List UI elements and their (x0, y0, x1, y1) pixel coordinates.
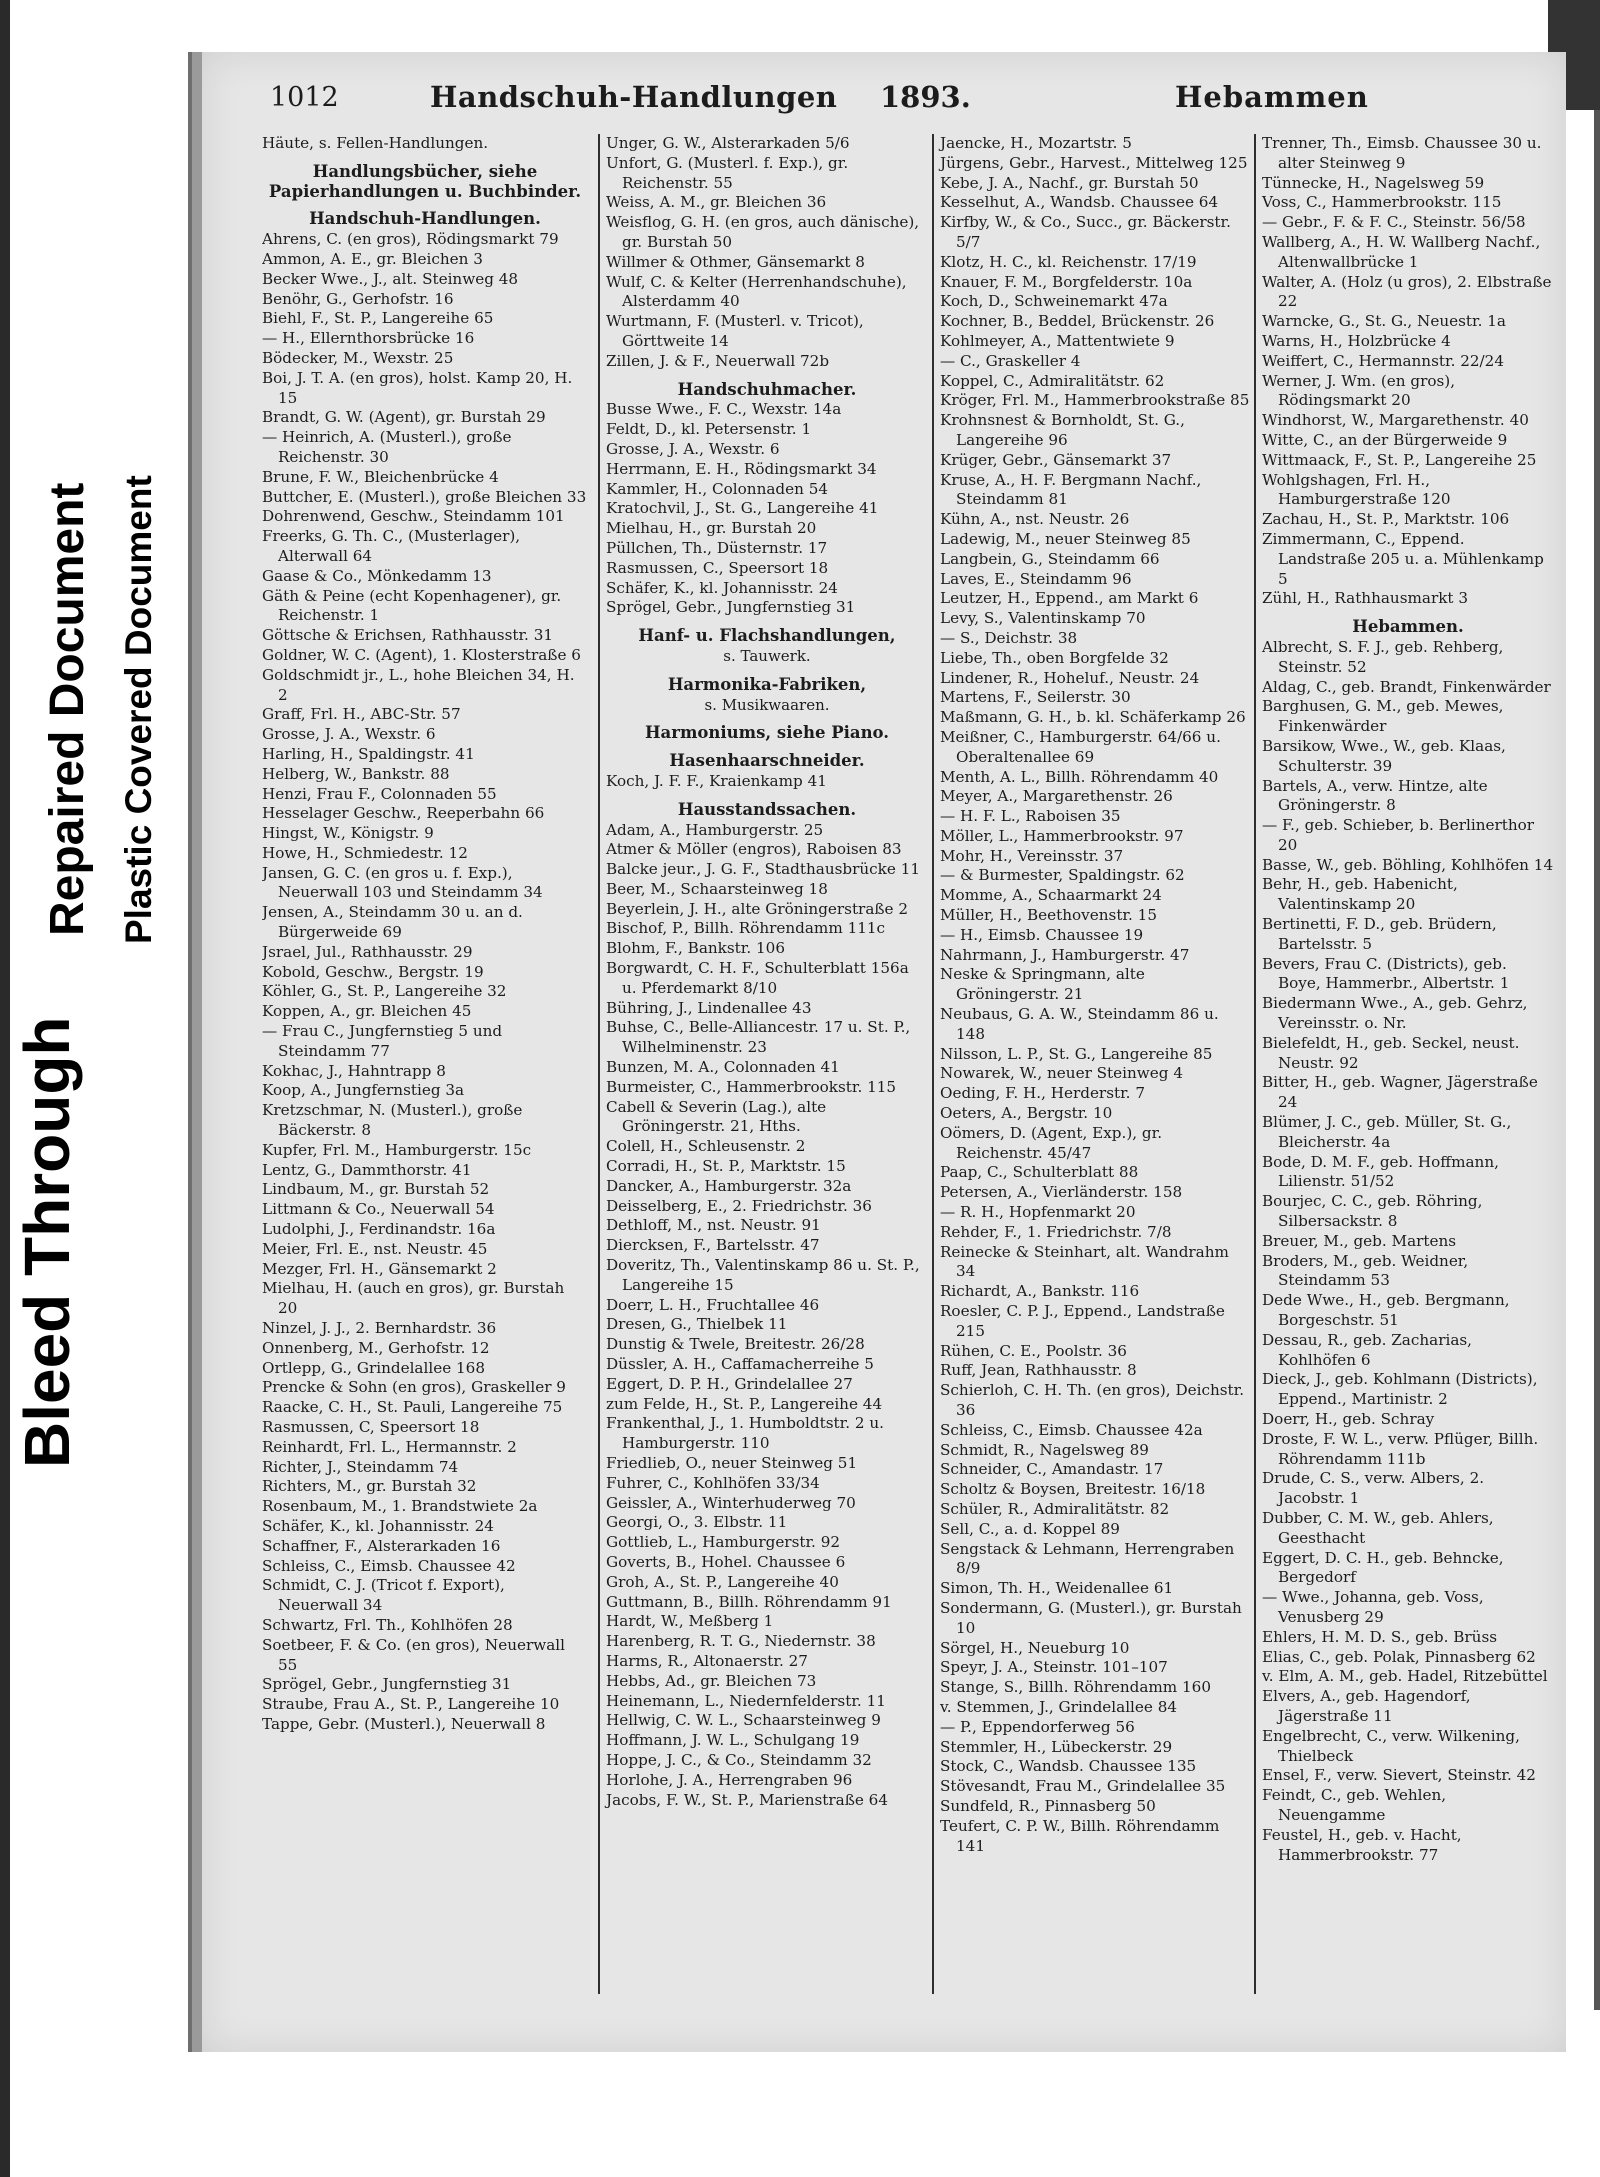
directory-entry: Eggert, D. C. H., geb. Behncke, Bergedorf (1262, 1548, 1504, 1587)
directory-entry: Lindener, R., Hoheluf., Neustr. 24 (940, 668, 1200, 687)
directory-entry: Freerks, G. Th. C., (Musterlager), Alterwall 64 (262, 527, 521, 565)
directory-entry: Aldag, C., geb. Brandt, Finkenwärder (1262, 677, 1551, 696)
directory-entry: Bartels, A., verw. Hintze, alte Gröningerstr. 8 (1262, 776, 1488, 815)
directory-entry: v. Elm, A. M., geb. Hadel, Ritzebüttel (1262, 1667, 1548, 1686)
directory-entry: Georgi, O., 3. Elbstr. 11 (606, 1513, 788, 1532)
directory-entry: — Gebr., F. & F. C., Steinstr. 56/58 (1262, 213, 1526, 232)
directory-entry: Werner, J. Wm. (en gros), Rödingsmarkt 20 (1262, 371, 1456, 410)
directory-entry: — F., geb. Schieber, b. Berlinerthor 20 (1262, 816, 1535, 854)
directory-entry: Jacobs, F. W., St. P., Marienstraße 64 (606, 1790, 889, 1809)
directory-entry: Momme, A., Schaarmarkt 24 (940, 886, 1162, 905)
directory-entry: Henzi, Frau F., Colonnaden 55 (262, 784, 497, 803)
section-heading: Hebammen. (1352, 617, 1464, 637)
directory-entry: — S., Deichstr. 38 (940, 628, 1078, 647)
directory-entry: Nowarek, W., neuer Steinweg 4 (940, 1064, 1183, 1083)
directory-entry: Müller, H., Beethovenstr. 15 (940, 906, 1157, 925)
directory-entry: Ludolphi, J., Ferdinandstr. 16a (262, 1220, 496, 1239)
section-heading: Hasenhaarschneider. (669, 751, 865, 771)
directory-entry: — Heinrich, A. (Musterl.), große Reichenstr. 30 (262, 428, 512, 466)
directory-entry: Albrecht, S. F. J., geb. Rehberg, Steinstr. 52 (1262, 637, 1504, 676)
directory-entry: Hardt, W., Meßberg 1 (606, 1612, 774, 1631)
directory-entry: Mielhau, H., gr. Burstah 20 (606, 519, 817, 538)
directory-entry: Horlohe, J. A., Herrengraben 96 (606, 1770, 853, 1789)
directory-entry: Burmeister, C., Hammerbrookstr. 115 (606, 1077, 897, 1096)
directory-entry: Beer, M., Schaarsteinweg 18 (606, 879, 828, 898)
directory-entry: Biehl, F., St. P., Langereihe 65 (262, 309, 494, 328)
directory-entry: Biedermann Wwe., A., geb. Gehrz, Vereinsstr. o. Nr. (1262, 994, 1528, 1033)
directory-entry: Wulf, C. & Kelter (Herrenhandschuhe), Alsterdamm 40 (606, 272, 907, 311)
section-heading: Harmoniums, siehe Piano. (644, 723, 890, 743)
directory-entry: Buttcher, E. (Musterl.), große Bleichen 33 (262, 487, 587, 506)
directory-entry: — & Burmester, Spaldingstr. 62 (940, 866, 1185, 885)
directory-entry: Schmidt, R., Nagelsweg 89 (940, 1440, 1149, 1459)
directory-entry: Scholtz & Boysen, Breitestr. 16/18 (940, 1480, 1206, 1499)
directory-entry: Teufert, C. P. W., Billh. Röhrendamm 141 (940, 1816, 1220, 1855)
directory-entry: Kammler, H., Colonnaden 54 (606, 479, 829, 498)
directory-entry: Doerr, L. H., Fruchtallee 46 (606, 1295, 820, 1314)
directory-entry: Meier, Frl. E., nst. Neustr. 45 (262, 1239, 488, 1258)
directory-entry: Sprögel, Gebr., Jungfernstieg 31 (606, 598, 856, 617)
directory-entry: Koch, J. F. F., Kraienkamp 41 (606, 771, 827, 790)
directory-entry: Soetbeer, F. & Co. (en gros), Neuerwall 55 (262, 1635, 566, 1674)
directory-entry: — H., Eimsb. Chaussee 19 (940, 925, 1144, 944)
directory-entry: Petersen, A., Vierländerstr. 158 (940, 1183, 1183, 1202)
directory-entry: Buhse, C., Belle-Alliancestr. 17 u. St. P., Wilhelminenstr. 23 (606, 1018, 911, 1057)
directory-entry: Leutzer, H., Eppend., am Markt 6 (940, 589, 1199, 608)
directory-entry: Neske & Springmann, alte Gröningerstr. 21 (940, 965, 1145, 1004)
directory-entry: Kesselhut, A., Wandsb. Chaussee 64 (940, 193, 1219, 212)
directory-entry: Zachau, H., St. P., Marktstr. 106 (1262, 510, 1510, 529)
directory-entry: Dethloff, M., nst. Neustr. 91 (606, 1216, 821, 1235)
directory-entry: Nahrmann, J., Hamburgerstr. 47 (940, 945, 1190, 964)
directory-entry: — R. H., Hopfenmarkt 20 (940, 1203, 1136, 1222)
directory-entry: Wurtmann, F. (Musterl. v. Tricot), Görttweite 14 (606, 312, 864, 350)
directory-entry: Ahrens, C. (en gros), Rödingsmarkt 79 (262, 230, 559, 249)
directory-entry: Sörgel, H., Neueburg 10 (940, 1638, 1130, 1657)
section-heading: Hausstandssachen. (677, 799, 857, 819)
directory-entry: Unger, G. W., Alsterarkaden 5/6 (606, 134, 850, 152)
directory-entry: Hesselager Geschw., Reeperbahn 66 (262, 804, 545, 823)
scanner-edge (0, 0, 10, 2177)
directory-entry: Ortlepp, G., Grindelallee 168 (262, 1358, 485, 1377)
directory-entry: Krüger, Gebr., Gänsemarkt 37 (940, 450, 1172, 469)
directory-entry: Dohrenwend, Geschw., Steindamm 101 (262, 507, 565, 526)
directory-entry: Martens, F., Seilerstr. 30 (940, 688, 1131, 707)
section-cross-reference: s. Tauwerk. (723, 646, 811, 665)
directory-entry: Koop, A., Jungfernstieg 3a (262, 1081, 465, 1100)
year-label: 1893. (880, 80, 971, 114)
directory-entry: Dancker, A., Hamburgerstr. 32a (606, 1176, 852, 1195)
directory-entry: Wohlgshagen, Frl. H., Hamburgerstraße 120 (1262, 470, 1451, 509)
directory-entry: Zühl, H., Rathhausmarkt 3 (1262, 589, 1469, 608)
directory-entry: Gaase & Co., Mönkedamm 13 (262, 566, 492, 585)
directory-entry: Mielhau, H. (auch en gros), gr. Burstah 20 (262, 1279, 565, 1318)
directory-entry: Kokhac, J., Hahntrapp 8 (262, 1061, 446, 1080)
directory-entry: Schüler, R., Admiralitätstr. 82 (940, 1499, 1170, 1518)
directory-entry: Stange, S., Billh. Röhrendamm 160 (940, 1678, 1212, 1697)
directory-entry: Tünnecke, H., Nagelsweg 59 (1262, 173, 1485, 192)
directory-entry: Bertinetti, F. D., geb. Brüdern, Bartelsstr. 5 (1262, 915, 1497, 953)
directory-entry: Bischof, P., Billh. Röhrendamm 111c (606, 919, 886, 938)
directory-entry: Feindt, C., geb. Wehlen, Neuengamme (1262, 1786, 1447, 1824)
directory-entry: Mohr, H., Vereinsstr. 37 (940, 846, 1124, 865)
directory-entry: Howe, H., Schmiedestr. 12 (262, 843, 468, 862)
directory-entry: Geissler, A., Winterhuderweg 70 (606, 1493, 856, 1512)
directory-entry: Schwartz, Frl. Th., Kohlhöfen 28 (262, 1615, 513, 1634)
directory-entry: Göttsche & Erichsen, Rathhausstr. 31 (262, 626, 554, 645)
section-heading: Handschuhmacher. (677, 379, 857, 399)
directory-entry: Schaffner, F., Alsterarkaden 16 (262, 1536, 501, 1555)
directory-entry: Schierloh, C. H. Th. (en gros), Deichstr. 36 (940, 1381, 1245, 1419)
directory-entry: Koppel, C., Admiralitätstr. 62 (940, 371, 1165, 390)
directory-entry: Drude, C. S., verw. Albers, 2. Jacobstr. 1 (1262, 1469, 1485, 1508)
directory-entry: Schleiss, C., Eimsb. Chaussee 42a (940, 1420, 1203, 1439)
directory-entry: Feustel, H., geb. v. Hacht, Hammerbrookstr. 77 (1262, 1825, 1462, 1864)
directory-entry: Mezger, Frl. H., Gänsemarkt 2 (262, 1259, 497, 1278)
directory-entry: Weiss, A. M., gr. Bleichen 36 (606, 193, 827, 212)
directory-entry: Broders, M., geb. Weidner, Steindamm 53 (1262, 1251, 1469, 1290)
directory-entry: Atmer & Möller (engros), Raboisen 83 (606, 840, 902, 859)
directory-entry: Ammon, A. E., gr. Bleichen 3 (262, 249, 483, 268)
directory-entry: Rasmussen, C., Speersort 18 (606, 558, 829, 577)
directory-entry: Trenner, Th., Eimsb. Chaussee 30 u. alter Steinweg 9 (1262, 134, 1542, 172)
directory-entry: Speyr, J. A., Steinstr. 101–107 (940, 1658, 1168, 1677)
directory-entry: Kröger, Frl. M., Hammerbrookstraße 85 (940, 391, 1250, 410)
directory-entry: Benöhr, G., Gerhofstr. 16 (262, 289, 454, 308)
section-heading: Hanf- u. Flachshandlungen, (638, 626, 896, 646)
directory-entry: Raacke, C. H., St. Pauli, Langereihe 75 (262, 1398, 563, 1417)
directory-entry: — H., Ellernthorsbrücke 16 (262, 329, 475, 348)
directory-entry: Klotz, H. C., kl. Reichenstr. 17/19 (940, 252, 1197, 271)
directory-entry: Hoppe, J. C., & Co., Steindamm 32 (606, 1750, 872, 1769)
directory-entry: Dunstig & Twele, Breitestr. 26/28 (606, 1335, 865, 1354)
directory-entry: Breuer, M., geb. Martens (1262, 1231, 1457, 1250)
directory-entry: Häute, s. Fellen-Handlungen. (262, 134, 489, 152)
section-heading: Harmonika-Fabriken, (667, 674, 867, 694)
directory-columns (262, 134, 1554, 2014)
directory-entry: Hebbs, Ad., gr. Bleichen 73 (606, 1671, 817, 1690)
directory-entry: Düssler, A. H., Caffamacherreihe 5 (606, 1355, 874, 1374)
left-running-title: Handschuh-Handlungen (430, 80, 838, 114)
directory-entry: Elias, C., geb. Polak, Pinnasberg 62 (1262, 1647, 1536, 1666)
directory-entry: Liebe, Th., oben Borgfelde 32 (940, 648, 1169, 667)
directory-entry: Jsrael, Jul., Rathhausstr. 29 (262, 942, 473, 961)
directory-entry: Ninzel, J. J., 2. Bernhardstr. 36 (262, 1319, 497, 1338)
directory-entry: Harling, H., Spaldingstr. 41 (262, 744, 475, 763)
directory-entry: Menth, A. L., Billh. Röhrendamm 40 (940, 767, 1219, 786)
directory-entry: Kruse, A., H. F. Bergmann Nachf., Steindamm 81 (940, 470, 1202, 509)
directory-entry: Maßmann, G. H., b. kl. Schäferkamp 26 (940, 708, 1246, 727)
directory-entry: Bödecker, M., Wexstr. 25 (262, 348, 454, 367)
directory-entry: Krohnsnest & Bornholdt, St. G., Langereihe 96 (940, 411, 1185, 449)
directory-entry: Bitter, H., geb. Wagner, Jägerstraße 24 (1262, 1073, 1538, 1112)
directory-entry: Kirfby, W., & Co., Succ., gr. Bäckerstr. 5/7 (940, 213, 1231, 251)
directory-entry: Wittmaack, F., St. P., Langereihe 25 (1262, 450, 1537, 469)
directory-entry: Reinhardt, Frl. L., Hermannstr. 2 (262, 1437, 517, 1456)
page-number: 1012 (270, 82, 339, 113)
directory-entry: Busse Wwe., F. C., Wexstr. 14a (606, 400, 842, 419)
directory-entry: Lentz, G., Dammthorstr. 41 (262, 1160, 472, 1179)
directory-entry: — P., Eppendorferweg 56 (940, 1717, 1135, 1736)
directory-entry: Oeters, A., Bergstr. 10 (940, 1104, 1113, 1123)
directory-entry: Dede Wwe., H., geb. Bergmann, Borgeschstr. 51 (1262, 1291, 1510, 1330)
directory-entry: Reinecke & Steinhart, alt. Wandrahm 34 (940, 1242, 1229, 1281)
directory-entry: Neubaus, G. A. W., Steindamm 86 u. 148 (940, 1005, 1219, 1043)
directory-entry: Bode, D. M. F., geb. Hoffmann, Lilienstr. 51/52 (1262, 1152, 1499, 1191)
directory-entry: Weisflog, G. H. (en gros, auch dänische), gr. Burstah 50 (606, 213, 920, 251)
directory-entry: Barsikow, Wwe., W., geb. Klaas, Schulterstr. 39 (1262, 736, 1506, 775)
directory-entry: Lindbaum, M., gr. Burstah 52 (262, 1180, 490, 1199)
directory-entry: Langbein, G., Steindamm 66 (940, 549, 1160, 568)
directory-entry: Onnenberg, M., Gerhofstr. 12 (262, 1338, 490, 1357)
directory-entry: Richardt, A., Bankstr. 116 (940, 1282, 1140, 1301)
running-head (270, 74, 1530, 118)
directory-entry: Weiffert, C., Hermannstr. 22/24 (1262, 351, 1504, 370)
directory-entry: Bevers, Frau C. (Districts), geb. Boye, Hammerbr., Albertstr. 1 (1262, 954, 1510, 993)
scan-right-edge (1594, 110, 1600, 2010)
directory-entry: Kühn, A., nst. Neustr. 26 (940, 510, 1130, 529)
directory-entry: Balcke jeur., J. G. F., Stadthausbrücke 11 (606, 860, 921, 879)
directory-entry: Prencke & Sohn (en gros), Graskeller 9 (262, 1378, 566, 1397)
directory-entry: Jansen, G. C. (en gros u. f. Exp.), Neuerwall 103 und Steindamm 34 (262, 863, 543, 902)
directory-entry: Brune, F. W., Bleichenbrücke 4 (262, 467, 499, 486)
directory-entry: Warns, H., Holzbrücke 4 (1262, 331, 1451, 350)
right-running-title: Hebammen (1175, 80, 1369, 114)
directory-entry: Warncke, G., St. G., Neuestr. 1a (1262, 312, 1506, 331)
bleed-through-label: Bleed Through (11, 1016, 83, 1468)
directory-entry: Ruff, Jean, Rathhausstr. 8 (940, 1361, 1137, 1380)
repaired-document-label: Repaired Document (41, 482, 94, 936)
directory-entry: Behr, H., geb. Habenicht, Valentinskamp 20 (1262, 875, 1458, 914)
directory-entry: Bourjec, C. C., geb. Röhring, Silbersackstr. 8 (1262, 1192, 1483, 1231)
directory-entry: Eggert, D. P. H., Grindelallee 27 (606, 1374, 853, 1393)
directory-entry: Dubber, C. M. W., geb. Ahlers, Geesthacht (1262, 1508, 1494, 1547)
section-heading: Handlungsbücher, siehe Papierhandlungen u. Buchbinder. (268, 161, 582, 201)
directory-entry: Möller, L., Hammerbrookstr. 97 (940, 826, 1184, 845)
directory-entry: Littmann & Co., Neuerwall 54 (262, 1200, 495, 1219)
directory-entry: v. Stemmen, J., Grindelallee 84 (940, 1697, 1178, 1716)
directory-entry: Sprögel, Gebr., Jungfernstieg 31 (262, 1675, 512, 1694)
directory-entry: Guttmann, B., Billh. Röhrendamm 91 (606, 1592, 892, 1611)
directory-entry: Rühen, C. E., Poolstr. 36 (940, 1341, 1127, 1360)
column-3 (932, 134, 1250, 1994)
directory-entry: Unfort, G. (Musterl. f. Exp.), gr. Reichenstr. 55 (606, 153, 849, 192)
directory-entry: Ensel, F., verw. Sievert, Steinstr. 42 (1262, 1766, 1536, 1785)
directory-entry: Cabell & Severin (Lag.), alte Gröningerstr. 21, Hths. (606, 1097, 827, 1136)
directory-entry: Groh, A., St. P., Langereihe 40 (606, 1572, 839, 1591)
directory-entry: Richters, M., gr. Burstah 32 (262, 1477, 477, 1496)
directory-entry: Willmer & Othmer, Gänsemarkt 8 (606, 252, 865, 271)
directory-entry: Kohlmeyer, A., Mattentwiete 9 (940, 331, 1175, 350)
column-2 (598, 134, 928, 1994)
directory-entry: Simon, Th. H., Weidenallee 61 (940, 1579, 1174, 1598)
directory-entry: Roesler, C. P. J., Eppend., Landstraße 215 (940, 1302, 1225, 1340)
directory-entry: Becker Wwe., J., alt. Steinweg 48 (262, 269, 519, 288)
directory-entry: Beyerlein, J. H., alte Gröningerstraße 2 (606, 899, 908, 918)
directory-entry: Meyer, A., Margarethenstr. 26 (940, 787, 1173, 806)
directory-entry: Schleiss, C., Eimsb. Chaussee 42 (262, 1556, 516, 1575)
directory-entry: Rasmussen, C, Speersort 18 (262, 1418, 480, 1436)
directory-entry: Jensen, A., Steindamm 30 u. an d. Bürgerweide 69 (262, 903, 523, 942)
directory-entry: Frankenthal, J., 1. Humboldtstr. 2 u. Hamburgerstr. 110 (606, 1414, 884, 1453)
directory-entry: Blümer, J. C., geb. Müller, St. G., Bleicherstr. 4a (1262, 1113, 1512, 1151)
directory-entry: Basse, W., geb. Böhling, Kohlhöfen 14 (1262, 855, 1554, 874)
section-heading: Handschuh-Handlungen. (309, 209, 541, 229)
directory-entry: Rehder, F., 1. Friedrichstr. 7/8 (940, 1222, 1172, 1241)
directory-entry: Engelbrecht, C., verw. Wilkening, Thielbeck (1262, 1726, 1520, 1765)
directory-entry: Boi, J. T. A. (en gros), holst. Kamp 20, H. 15 (262, 368, 573, 407)
directory-entry: Corradi, H., St. P., Marktstr. 15 (606, 1157, 846, 1176)
directory-entry: Diercksen, F., Bartelsstr. 47 (606, 1236, 820, 1255)
directory-entry: Grosse, J. A., Wexstr. 6 (262, 725, 436, 744)
directory-entry: Wallberg, A., H. W. Wallberg Nachf., Altenwallbrücke 1 (1262, 232, 1541, 271)
directory-entry: Friedlieb, O., neuer Steinweg 51 (606, 1454, 858, 1472)
directory-entry: Herrmann, E. H., Rödingsmarkt 34 (606, 459, 877, 478)
directory-entry: Koppen, A., gr. Bleichen 45 (262, 1002, 472, 1021)
directory-entry: Zillen, J. & F., Neuerwall 72b (606, 351, 830, 370)
directory-entry: Bunzen, M. A., Colonnaden 41 (606, 1058, 840, 1077)
directory-entry: Graff, Frl. H., ABC-Str. 57 (262, 705, 461, 724)
directory-entry: Kratochvil, J., St. G., Langereihe 41 (606, 499, 879, 518)
directory-entry: Sell, C., a. d. Koppel 89 (940, 1519, 1120, 1538)
directory-entry: Rosenbaum, M., 1. Brandstwiete 2a (262, 1497, 538, 1516)
directory-entry: Doerr, H., geb. Schray (1262, 1410, 1435, 1428)
directory-entry: Straube, Frau A., St. P., Langereihe 10 (262, 1695, 560, 1714)
directory-entry: Witte, C., an der Bürgerweide 9 (1262, 430, 1508, 449)
directory-entry: Nilsson, L. P., St. G., Langereihe 85 (940, 1044, 1213, 1063)
directory-entry: Elvers, A., geb. Hagendorf, Jägerstraße 11 (1262, 1687, 1471, 1725)
column-1 (262, 134, 588, 1994)
directory-entry: Ehlers, H. M. D. S., geb. Brüss (1262, 1627, 1498, 1646)
section-cross-reference: s. Musikwaaren. (704, 695, 830, 714)
directory-entry: Schneider, C., Amandastr. 17 (940, 1460, 1164, 1479)
directory-entry: Köhler, G., St. P., Langereihe 32 (262, 982, 507, 1001)
directory-entry: Schmidt, C. J. (Tricot f. Export), Neuerwall 34 (262, 1576, 505, 1615)
directory-entry: Jürgens, Gebr., Harvest., Mittelweg 125 (940, 153, 1248, 172)
directory-entry: Harms, R., Altonaerstr. 27 (606, 1651, 808, 1670)
directory-entry: Heinemann, L., Niedernfelderstr. 11 (606, 1691, 886, 1710)
directory-entry: Koch, D., Schweinemarkt 47a (940, 292, 1168, 311)
directory-entry: Dieck, J., geb. Kohlmann (Districts), Eppend., Martinistr. 2 (1262, 1370, 1538, 1409)
directory-entry: — Wwe., Johanna, geb. Voss, Venusberg 29 (1262, 1588, 1484, 1626)
directory-entry: Hoffmann, J. W. L., Schulgang 19 (606, 1731, 860, 1750)
directory-entry: Dessau, R., geb. Zacharias, Kohlhöfen 6 (1262, 1330, 1472, 1369)
directory-entry: Adam, A., Hamburgerstr. 25 (606, 820, 824, 839)
directory-entry: — Frau C., Jungfernstieg 5 und Steindamm 77 (262, 1022, 503, 1060)
directory-entry: Kobold, Geschw., Bergstr. 19 (262, 962, 484, 981)
directory-entry: Meißner, C., Hamburgerstr. 64/66 u. Oberaltenallee 69 (940, 727, 1221, 766)
directory-entry: Fuhrer, C., Kohlhöfen 33/34 (606, 1473, 820, 1492)
directory-entry: Tappe, Gebr. (Musterl.), Neuerwall 8 (262, 1714, 546, 1733)
directory-entry: zum Felde, H., St. P., Langereihe 44 (606, 1394, 883, 1413)
directory-entry: Goldner, W. C. (Agent), 1. Klosterstraße 6 (262, 645, 581, 664)
directory-entry: Laves, E., Steindamm 96 (940, 569, 1132, 588)
plastic-covered-label: Plastic Covered Document (118, 475, 159, 944)
column-4 (1254, 134, 1554, 1994)
directory-entry: Oeding, F. H., Herderstr. 7 (940, 1084, 1145, 1103)
directory-entry: Doveritz, Th., Valentinskamp 86 u. St. P., Langereihe 15 (606, 1256, 920, 1294)
directory-entry: Barghusen, G. M., geb. Mewes, Finkenwärder (1262, 697, 1504, 736)
directory-entry: Kupfer, Frl. M., Hamburgerstr. 15c (262, 1140, 532, 1159)
directory-entry: Goldschmidt jr., L., hohe Bleichen 34, H. 2 (262, 665, 575, 704)
directory-entry: Sondermann, G. (Musterl.), gr. Burstah 10 (940, 1598, 1242, 1637)
directory-entry: Levy, S., Valentinskamp 70 (940, 609, 1146, 628)
directory-entry: Püllchen, Th., Düsternstr. 17 (606, 538, 828, 557)
directory-entry: Stock, C., Wandsb. Chaussee 135 (940, 1757, 1197, 1776)
directory-entry: Zimmermann, C., Eppend. Landstraße 205 u. a. Mühlenkamp 5 (1262, 529, 1544, 588)
directory-entry: Bielefeldt, H., geb. Seckel, neust. Neustr. 92 (1262, 1033, 1520, 1072)
directory-entry: Feldt, D., kl. Petersenstr. 1 (606, 420, 812, 439)
directory-entry: Voss, C., Hammerbrookstr. 115 (1262, 193, 1502, 212)
directory-entry: Bühring, J., Lindenallee 43 (606, 998, 812, 1017)
directory-entry: Knauer, F. M., Borgfelderstr. 10a (940, 272, 1193, 291)
directory-entry: Kochner, B., Beddel, Brückenstr. 26 (940, 312, 1215, 331)
directory-entry: Stemmler, H., Lübeckerstr. 29 (940, 1737, 1173, 1756)
directory-entry: Deisselberg, E., 2. Friedrichstr. 36 (606, 1196, 872, 1215)
directory-entry: Windhorst, W., Margarethenstr. 40 (1262, 411, 1529, 430)
directory-entry: — H. F. L., Raboisen 35 (940, 807, 1121, 826)
directory-entry: Schäfer, K., kl. Johannisstr. 24 (606, 578, 838, 597)
directory-entry: Kebe, J. A., Nachf., gr. Burstah 50 (940, 173, 1199, 192)
directory-entry: Schäfer, K., kl. Johannisstr. 24 (262, 1516, 494, 1535)
directory-entry: Oömers, D. (Agent, Exp.), gr. Reichenstr. 45/47 (940, 1123, 1163, 1162)
directory-entry: Walter, A. (Holz (u gros), 2. Elbstraße 22 (1262, 272, 1552, 311)
page-binding-edge (188, 52, 192, 2052)
directory-entry: Hingst, W., Königstr. 9 (262, 824, 434, 843)
directory-entry: Grosse, J. A., Wexstr. 6 (606, 439, 780, 458)
directory-entry: Sengstack & Lehmann, Herrengraben 8/9 (940, 1539, 1235, 1578)
directory-entry: Kretzschmar, N. (Musterl.), große Bäckerstr. 8 (262, 1101, 523, 1140)
directory-entry: Jaencke, H., Mozartstr. 5 (940, 134, 1132, 152)
directory-entry: Droste, F. W. L., verw. Pflüger, Billh. Röhrendamm 111b (1262, 1429, 1539, 1468)
directory-entry: Paap, C., Schulterblatt 88 (940, 1163, 1139, 1182)
directory-entry: Harenberg, R. T. G., Niedernstr. 38 (606, 1632, 876, 1651)
directory-entry: Hellwig, C. W. L., Schaarsteinweg 9 (606, 1711, 881, 1730)
directory-entry: Gottlieb, L., Hamburgerstr. 92 (606, 1533, 841, 1552)
directory-entry: Brandt, G. W. (Agent), gr. Burstah 29 (262, 408, 546, 427)
directory-entry: Richter, J., Steindamm 74 (262, 1457, 459, 1476)
directory-entry: — C., Graskeller 4 (940, 351, 1081, 370)
directory-entry: Sundfeld, R., Pinnasberg 50 (940, 1796, 1156, 1815)
directory-entry: Goverts, B., Hohel. Chaussee 6 (606, 1552, 846, 1571)
directory-entry: Ladewig, M., neuer Steinweg 85 (940, 529, 1191, 548)
directory-entry: Gäth & Peine (echt Kopenhagener), gr. Reichenstr. 1 (262, 586, 562, 625)
directory-entry: Borgwardt, C. H. F., Schulterblatt 156a u. Pferdemarkt 8/10 (606, 959, 909, 997)
directory-entry: Dresen, G., Thielbek 11 (606, 1315, 788, 1334)
directory-entry: Stövesandt, Frau M., Grindelallee 35 (940, 1777, 1226, 1796)
directory-entry: Helberg, W., Bankstr. 88 (262, 764, 450, 783)
directory-entry: Colell, H., Schleusenstr. 2 (606, 1137, 806, 1156)
directory-entry: Blohm, F., Bankstr. 106 (606, 939, 785, 958)
